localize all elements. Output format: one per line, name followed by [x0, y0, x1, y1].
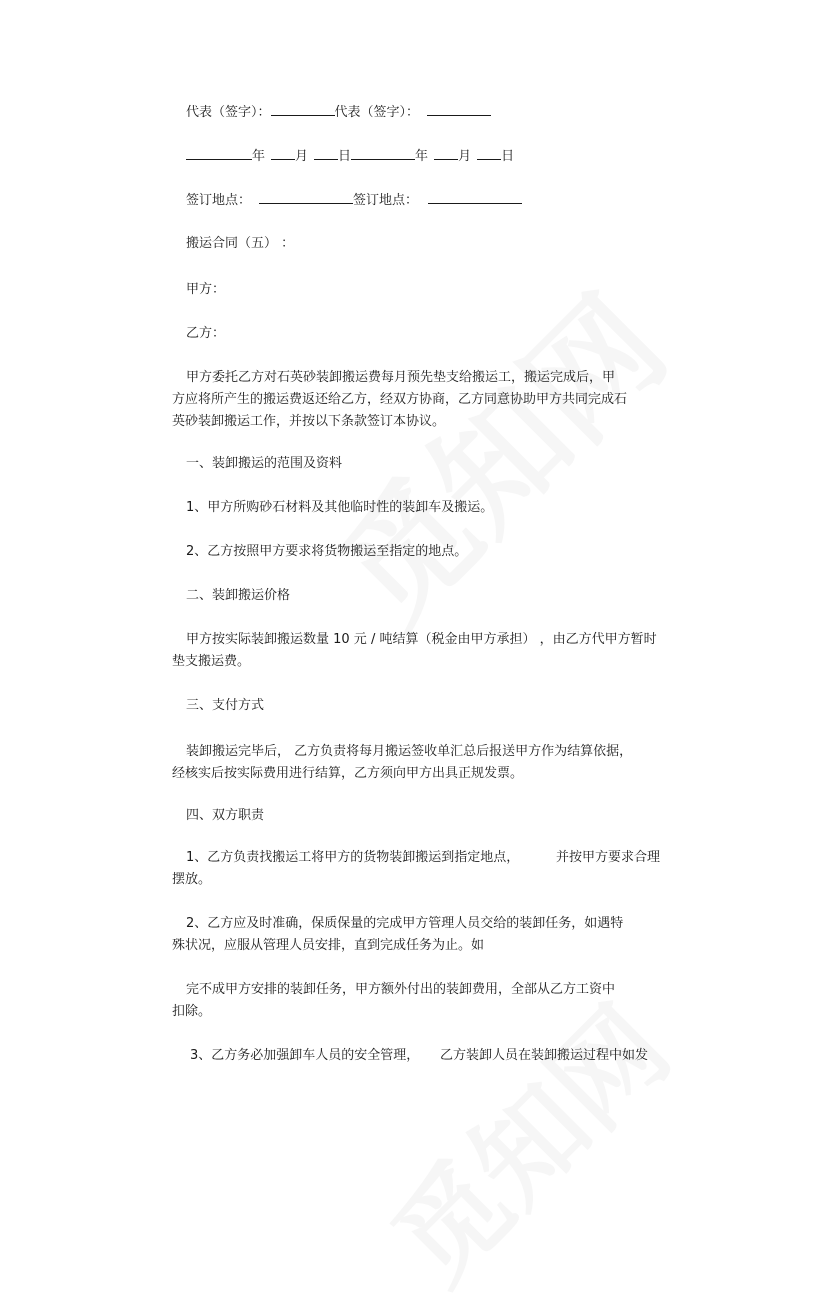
- place-b-label: 签订地点：: [353, 193, 419, 208]
- section-heading: 四、双方职责: [186, 808, 265, 823]
- party-a: 甲方：: [186, 282, 226, 297]
- contract-title: 搬运合同（五） ：: [186, 236, 295, 251]
- clause: 2、乙方应及时准确，保质保量的完成甲方管理人员交给的装卸任务，如遇特: [186, 916, 624, 931]
- clause: 3、乙方务必加强卸车人员的安全管理，: [190, 1048, 420, 1063]
- year-label: 年: [415, 149, 429, 164]
- clause: 殊状况，应服从管理人员安排，直到完成任务为止。如: [172, 938, 485, 953]
- intro-line: 甲方委托乙方对石英砂装卸搬运费每月预先垫支给搬运工，搬运完成后，甲: [186, 370, 616, 385]
- place-a-label: 签订地点：: [186, 193, 252, 208]
- section-heading: 一、装卸搬运的范围及资料: [186, 456, 343, 471]
- place-b-blank: [428, 188, 522, 204]
- month-label: 月: [458, 149, 472, 164]
- clause: 甲方按实际装卸搬运数量 10 元 / 吨结算（税金由甲方承担） ，由乙方代甲方暂时: [186, 632, 657, 647]
- month-label: 月: [295, 149, 309, 164]
- clause: 垫支搬运费。: [172, 654, 251, 669]
- clause: 1、乙方负责找搬运工将甲方的货物装卸搬运到指定地点，: [186, 850, 520, 865]
- year-blank: [186, 144, 252, 160]
- intro-line: 英砂装卸搬运工作，并按以下条款签订本协议。: [172, 414, 446, 429]
- watermark: [291, 249, 699, 657]
- year-label: 年: [252, 149, 266, 164]
- place-row: [186, 188, 522, 213]
- month-blank: [271, 144, 295, 160]
- date-row: [186, 144, 514, 169]
- clause: 完不成甲方安排的装卸任务，甲方额外付出的装卸费用，全部从乙方工资中: [186, 982, 616, 997]
- place-a-blank: [259, 188, 353, 204]
- rep-b-label: 代表（签字）：: [334, 105, 420, 120]
- clause: 并按甲方要求合理: [556, 850, 661, 865]
- month-blank: [434, 144, 458, 160]
- year-blank: [351, 144, 415, 160]
- watermark: [352, 966, 697, 1311]
- section-heading: 三、支付方式: [186, 698, 265, 713]
- intro-line: 方应将所产生的搬运费返还给乙方，经双方协商，乙方同意协助甲方共同完成石: [172, 392, 628, 407]
- rep-b-blank: [427, 100, 491, 116]
- clause: 扣除。: [172, 1004, 212, 1019]
- day-label: 日: [501, 149, 515, 164]
- section-heading: 二、装卸搬运价格: [186, 588, 291, 603]
- clause: 摆放。: [172, 872, 212, 887]
- rep-a-label: 代表（签字）：: [186, 105, 271, 120]
- clause: 1、甲方所购砂石材料及其他临时性的装卸车及搬运。: [186, 500, 494, 515]
- party-b: 乙方：: [186, 326, 226, 341]
- day-blank: [477, 144, 501, 160]
- clause: 装卸搬运完毕后， 乙方负责将每月搬运签收单汇总后报送甲方作为结算依据，: [186, 744, 633, 759]
- rep-a-blank: [271, 100, 335, 116]
- clause: 经核实后按实际费用进行结算，乙方须向甲方出具正规发票。: [172, 766, 524, 781]
- signature-row: [186, 100, 491, 125]
- clause: 2、乙方按照甲方要求将货物搬运至指定的地点。: [186, 544, 468, 559]
- day-label: 日: [338, 149, 352, 164]
- clause: 乙方装卸人员在装卸搬运过程中如发: [440, 1048, 649, 1063]
- day-blank: [314, 144, 338, 160]
